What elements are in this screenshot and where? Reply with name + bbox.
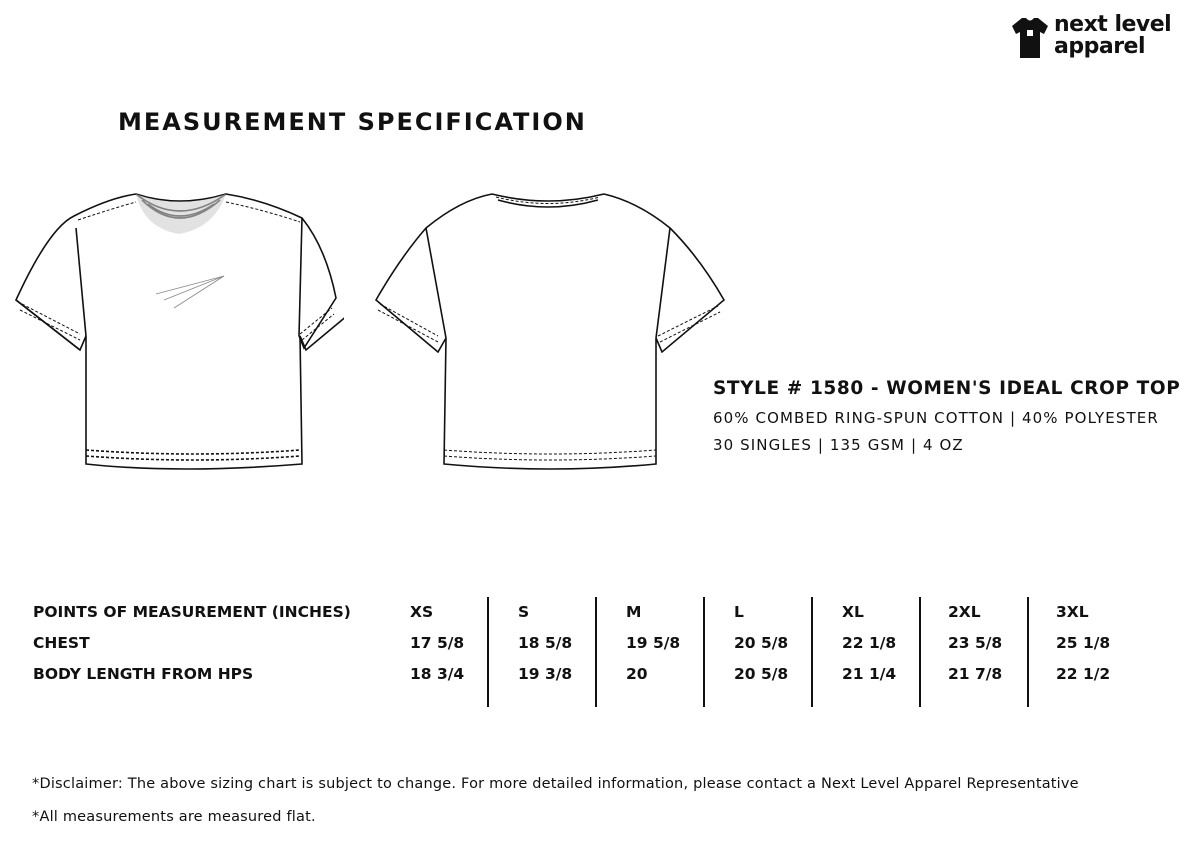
length-value: 21 7/8 [948,665,1003,683]
garment-front-illustration [14,188,344,482]
fabric-composition: 60% COMBED RING-SPUN COTTON | 40% POLYESTER [713,409,1159,427]
size-header: XS [410,603,434,621]
disclaimer-sizing: *Disclaimer: The above sizing chart is subject to change. For more detailed information, please contact a Next Level Apparel Representative [32,776,1079,792]
disclaimer-measured-flat: *All measurements are measured flat. [32,809,316,825]
chest-value: 25 1/8 [1056,634,1111,652]
chest-value: 22 1/8 [842,634,897,652]
length-value: 20 5/8 [734,665,789,683]
row-label-chest: CHEST [33,634,90,652]
style-info [713,378,1180,463]
size-column-2xl [948,597,1048,690]
size-header: L [734,603,744,621]
size-column-s [518,597,618,690]
length-value: 20 [626,665,648,683]
size-header: XL [842,603,864,621]
size-column-xs [410,597,510,690]
tshirt-logo-icon [1010,16,1050,60]
brand-name-line1: next level [1054,12,1172,37]
chest-value: 20 5/8 [734,634,789,652]
points-of-measurement-column [33,597,351,690]
size-header: 2XL [948,603,981,621]
brand-name [1054,14,1171,58]
garment-back-illustration [370,188,730,482]
brand-name-line2: apparel [1054,34,1145,59]
length-value: 21 1/4 [842,665,897,683]
size-chart-table [33,597,1173,707]
page-title: MEASUREMENT SPECIFICATION [118,108,587,136]
length-value: 19 3/8 [518,665,573,683]
length-value: 18 3/4 [410,665,465,683]
table-header-label: POINTS OF MEASUREMENT (INCHES) [33,603,351,621]
chest-value: 18 5/8 [518,634,573,652]
length-value: 22 1/2 [1056,665,1111,683]
row-label-body-length: BODY LENGTH FROM HPS [33,665,254,683]
style-title: STYLE # 1580 - WOMEN'S IDEAL CROP TOP [713,378,1181,399]
size-header: S [518,603,530,621]
size-header: 3XL [1056,603,1089,621]
size-column-m [626,597,726,690]
chest-value: 19 5/8 [626,634,681,652]
size-column-3xl [1056,597,1156,690]
fabric-specs: 30 SINGLES | 135 GSM | 4 OZ [713,436,964,454]
size-column-l [734,597,834,690]
chest-value: 23 5/8 [948,634,1003,652]
size-header: M [626,603,642,621]
brand-logo [1010,14,1185,66]
chest-value: 17 5/8 [410,634,465,652]
size-column-xl [842,597,942,690]
